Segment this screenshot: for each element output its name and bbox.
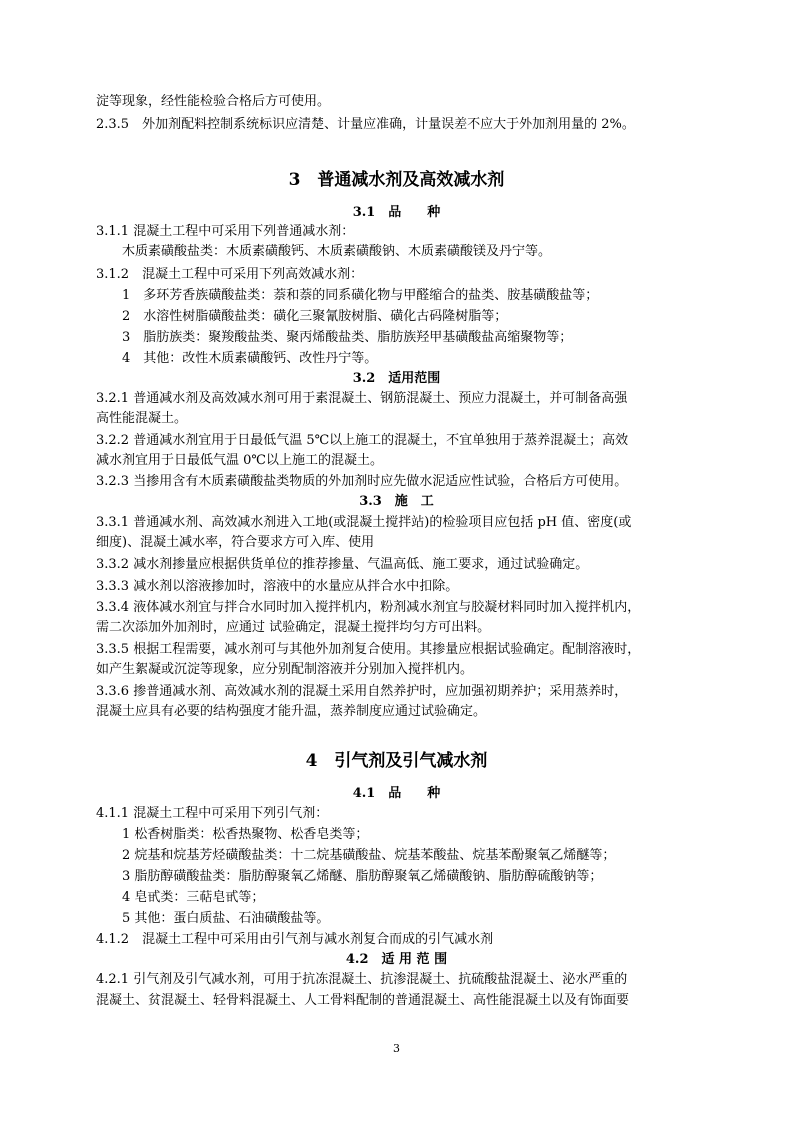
list-item: 木质素磺酸盐类：木质素磺酸钙、木质素磺酸钠、木质素磺酸镁及丹宁等。: [122, 244, 552, 259]
clause-3-3-4: 3.3.4 液体减水剂宜与拌合水同时加入搅拌机内，粉剂减水剂宜与胶凝材料同时加入搅拌机内，: [96, 600, 641, 615]
section-3-2-title: 3.2 适用范围: [352, 371, 441, 386]
chapter-3-title: 3 普通减水剂及高效减水剂: [288, 170, 505, 190]
list-item: 3 脂肪醇磺酸盐类：脂肪醇聚氧乙烯醚、脂肪醇聚氧乙烯磺酸钠、脂肪醇硫酸钠等；: [122, 869, 603, 884]
clause-3-2-2: 3.2.2 普通减水剂宜用于日最低气温 5℃以上施工的混凝土，不宜单独用于蒸养混凝土；高效: [96, 433, 629, 448]
clause-3-2-1: 3.2.1 普通减水剂及高效减水剂可用于素混凝土、钢筋混凝土、预应力混凝土，并可制备高强: [96, 391, 628, 406]
clause-4-1-2: 4.1.2 混凝土工程中可采用由引气剂与减水剂复合而成的引气减水剂: [96, 932, 494, 947]
section-4-2-title: 4.2 适 用 范 围: [345, 952, 448, 967]
clause-3-3-5: 3.3.5 根据工程需要，减水剂可与其他外加剂复合使用。其掺量应根据试验确定。配制溶液时，: [96, 642, 641, 657]
paragraph-line: 高性能混凝土。: [96, 411, 188, 426]
clause-3-3-1: 3.3.1 普通减水剂、高效减水剂进入工地(或混凝土搅拌站)的检验项目应包括 pH 值、密度(或: [96, 515, 632, 530]
clause-3-3-3: 3.3.3 减水剂以溶液掺加时，溶液中的水量应从拌合水中扣除。: [96, 579, 459, 594]
paragraph-line: 混凝土、贫混凝土、轻骨料混凝土、人工骨料配制的普通混凝土、高性能混凝土以及有饰面要: [96, 993, 630, 1008]
clause-3-3-2: 3.3.2 减水剂掺量应根据供货单位的推荐掺量、气温高低、施工要求，通过试验确定。: [96, 557, 589, 572]
chapter-4-title: 4 引气剂及引气减水剂: [305, 751, 488, 771]
clause-3-2-3: 3.2.3 当掺用含有木质素磺酸盐类物质的外加剂时应先做水泥适应性试验，合格后方可使用。: [96, 474, 628, 489]
clause-4-1-1: 4.1.1 混凝土工程中可采用下列引气剂：: [96, 806, 329, 821]
paragraph-line: 混凝土应具有必要的结构强度才能升温，蒸养制度应通过试验确定。: [96, 704, 487, 719]
paragraph-line: 减水剂宜用于日最低气温 0℃以上施工的混凝土。: [96, 453, 383, 468]
list-item: 1 多环芳香族磺酸盐类：萘和萘的同系磺化物与甲醛缩合的盐类、胺基磺酸盐等；: [122, 288, 599, 303]
section-3-3-title: 3.3 施 工: [359, 494, 434, 509]
section-4-1-title: 4.1 品 种: [352, 786, 441, 801]
paragraph-line: 细度)、混凝土减水率，符合要求方可入库、使用: [96, 535, 375, 550]
list-item: 4 其他：改性木质素磺酸钙、改性丹宁等。: [122, 351, 378, 366]
section-3-1-title: 3.1 品 种: [352, 205, 441, 220]
clause-3-1-2: 3.1.2 混凝土工程中可采用下列高效减水剂：: [96, 267, 364, 282]
list-item: 2 烷基和烷基芳烃磺酸盐类：十二烷基磺酸盐、烷基苯酸盐、烷基苯酚聚氧乙烯醚等；: [122, 848, 616, 863]
page-number: 3: [393, 1042, 400, 1055]
clause-3-1-1: 3.1.1 混凝土工程中可采用下列普通减水剂：: [96, 224, 355, 239]
clause-4-2-1: 4.2.1 引气剂及引气减水剂，可用于抗冻混凝土、抗渗混凝土、抗硫酸盐混凝土、泌水严重的: [96, 972, 628, 987]
clause-3-3-6: 3.3.6 掺普通减水剂、高效减水剂的混凝土采用自然养护时，应加强初期养护；采用蒸养时，: [96, 684, 628, 699]
clause-2-3-5: 2.3.5 外加剂配料控制系统标识应清楚、计量应准确，计量误差不应大于外加剂用量的 2%。: [96, 117, 635, 132]
paragraph-line: 如产生絮凝或沉淀等现象，应分别配制溶液并分别加入搅拌机内。: [96, 662, 474, 677]
paragraph-line: 需二次添加外加剂时，应通过 试验确定，混凝土搅拌均匀方可出料。: [96, 620, 491, 635]
paragraph-line: 淀等现象，经性能检验合格后方可使用。: [96, 94, 331, 109]
list-item: 2 水溶性树脂磺酸盐类：磺化三聚氰胺树脂、磺化古码隆树脂等；: [122, 309, 508, 324]
list-item: 4 皂甙类：三萜皂甙等；: [122, 890, 265, 905]
list-item: 5 其他：蛋白质盐、石油磺酸盐等。: [122, 911, 330, 926]
list-item: 3 脂肪族类：聚羧酸盐类、聚丙烯酸盐类、脂肪族羟甲基磺酸盐高缩聚物等；: [122, 330, 573, 345]
list-item: 1 松香树脂类：松香热聚物、松香皂类等；: [122, 827, 369, 842]
